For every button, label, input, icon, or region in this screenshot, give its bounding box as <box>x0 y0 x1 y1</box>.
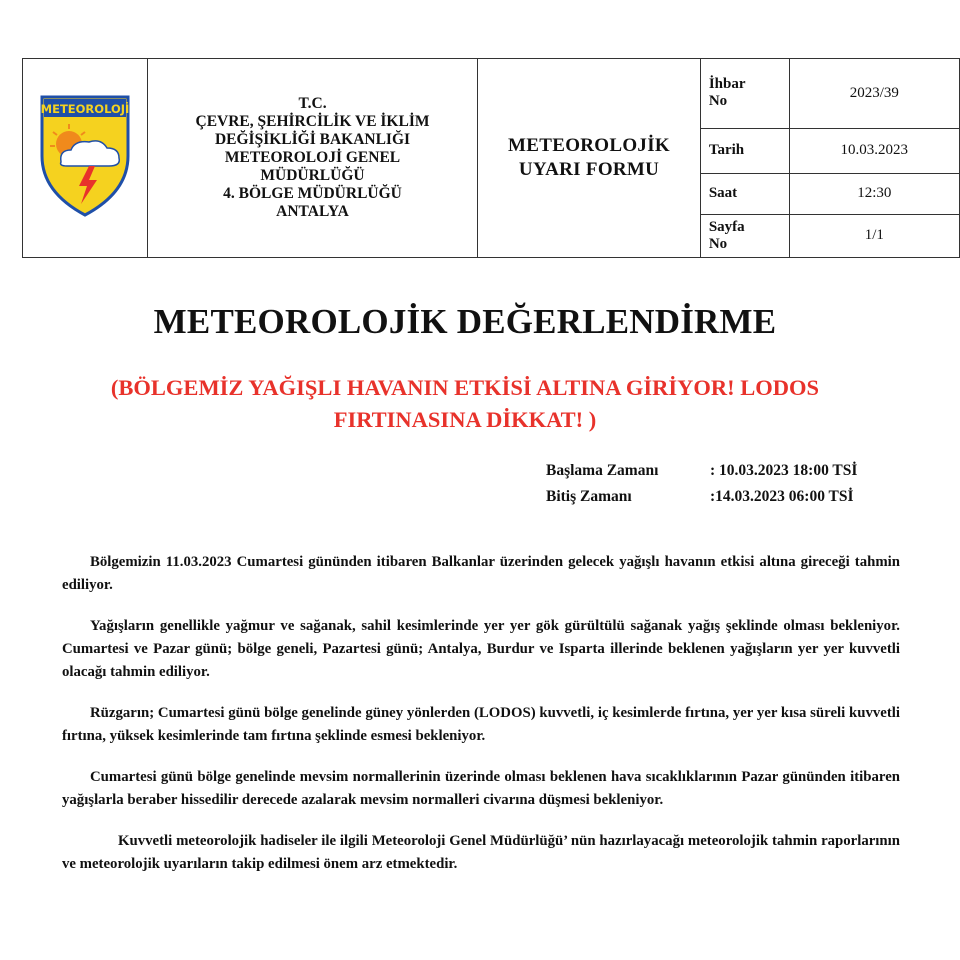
organization-cell <box>147 59 477 258</box>
sayfa-label <box>700 214 789 257</box>
start-time-row <box>546 458 857 484</box>
meteoroloji-logo <box>39 94 131 218</box>
body-text <box>62 551 900 894</box>
saat-label: Saat <box>700 173 789 214</box>
document-title: METEOROLOJİK DEĞERLENDİRME <box>153 302 777 341</box>
org-line: ÇEVRE, ŞEHİRCİLİK VE İKLİM <box>195 113 430 130</box>
start-time-value: : 10.03.2023 18:00 TSİ <box>710 462 858 479</box>
ihbar-label-line: İhbar <box>708 76 746 93</box>
ihbar-label <box>700 59 789 129</box>
logo-text: METEOROLOJİ <box>40 101 130 116</box>
tarih-label: Tarih <box>700 128 789 173</box>
end-time-row <box>546 484 857 510</box>
end-time-value: :14.03.2023 06:00 TSİ <box>710 488 854 505</box>
warning-line: FIRTINASINA DİKKAT! ) <box>333 407 597 432</box>
org-line: MÜDÜRLÜĞÜ <box>260 167 365 184</box>
sayfa-label-line: No <box>708 235 728 252</box>
tarih-value: 10.03.2023 <box>789 128 959 173</box>
ihbar-value: 2023/39 <box>789 59 959 129</box>
sayfa-label-line: Sayfa <box>708 218 745 235</box>
paragraph: Kuvvetli meteorolojik hadiseler ile ilgili Meteoroloji Genel Müdürlüğü’ nün hazırlayacağı meteorolojik tahmin raporlarının ve meteorolojik uyarıların takip edilmesi önem arz etmektedir. <box>62 833 900 872</box>
validity-times <box>546 458 857 510</box>
paragraph: Yağışların genellikle yağmur ve sağanak, sahil kesimlerinde yer yer gök gürültülü sağanak yağış şeklinde olması bekleniyor. Cumartesi ve Pazar günü; bölge geneli, Pazartesi günü; Antalya, Burdur ve Isparta illerinde beklenen yağışların yer yer kuvvetli olacağı tahmin ediliyor. <box>62 618 900 680</box>
logo-cell <box>23 59 148 258</box>
org-line: METEOROLOJİ GENEL <box>224 149 401 166</box>
warning-line: (BÖLGEMİZ YAĞIŞLI HAVANIN ETKİSİ ALTINA GİRİYOR! LODOS <box>110 375 820 400</box>
paragraph: Bölgemizin 11.03.2023 Cumartesi gününden itibaren Balkanlar üzerinden gelecek yağışlı havanın etkisi altına gireceği tahmin ediliyor. <box>62 554 900 593</box>
warning-headline <box>0 372 930 436</box>
org-line: T.C. <box>298 95 327 112</box>
form-title-line: UYARI FORMU <box>518 159 660 180</box>
form-title-line: METEOROLOJİK <box>508 135 671 156</box>
sayfa-value: 1/1 <box>789 214 959 257</box>
start-time-label: Başlama Zamanı <box>546 462 659 479</box>
ihbar-label-line: No <box>708 93 728 110</box>
paragraph: Rüzgarın; Cumartesi günü bölge genelinde güney yönlerden (LODOS) kuvvetli, iç kesimlerde fırtına, yer yer kısa süreli kuvvetli fırtına, yüksek kesimlerinde tam fırtına şeklinde esmesi bekleniyor. <box>62 705 900 744</box>
org-line: DEĞİŞİKLİĞİ BAKANLIĞI <box>214 131 411 148</box>
end-time-label: Bitiş Zamanı <box>546 488 632 505</box>
saat-value: 12:30 <box>789 173 959 214</box>
header-table <box>22 58 960 258</box>
org-line: 4. BÖLGE MÜDÜRLÜĞÜ <box>223 185 402 202</box>
paragraph: Cumartesi günü bölge genelinde mevsim normallerinin üzerinde olması beklenen hava sıcaklıklarının Pazar gününden itibaren yağışlarla beraber hissedilir derecede azalarak mevsim normalleri civarına düşmesi bekleniyor. <box>62 769 900 808</box>
org-line: ANTALYA <box>276 203 349 220</box>
form-title-cell <box>478 59 701 258</box>
